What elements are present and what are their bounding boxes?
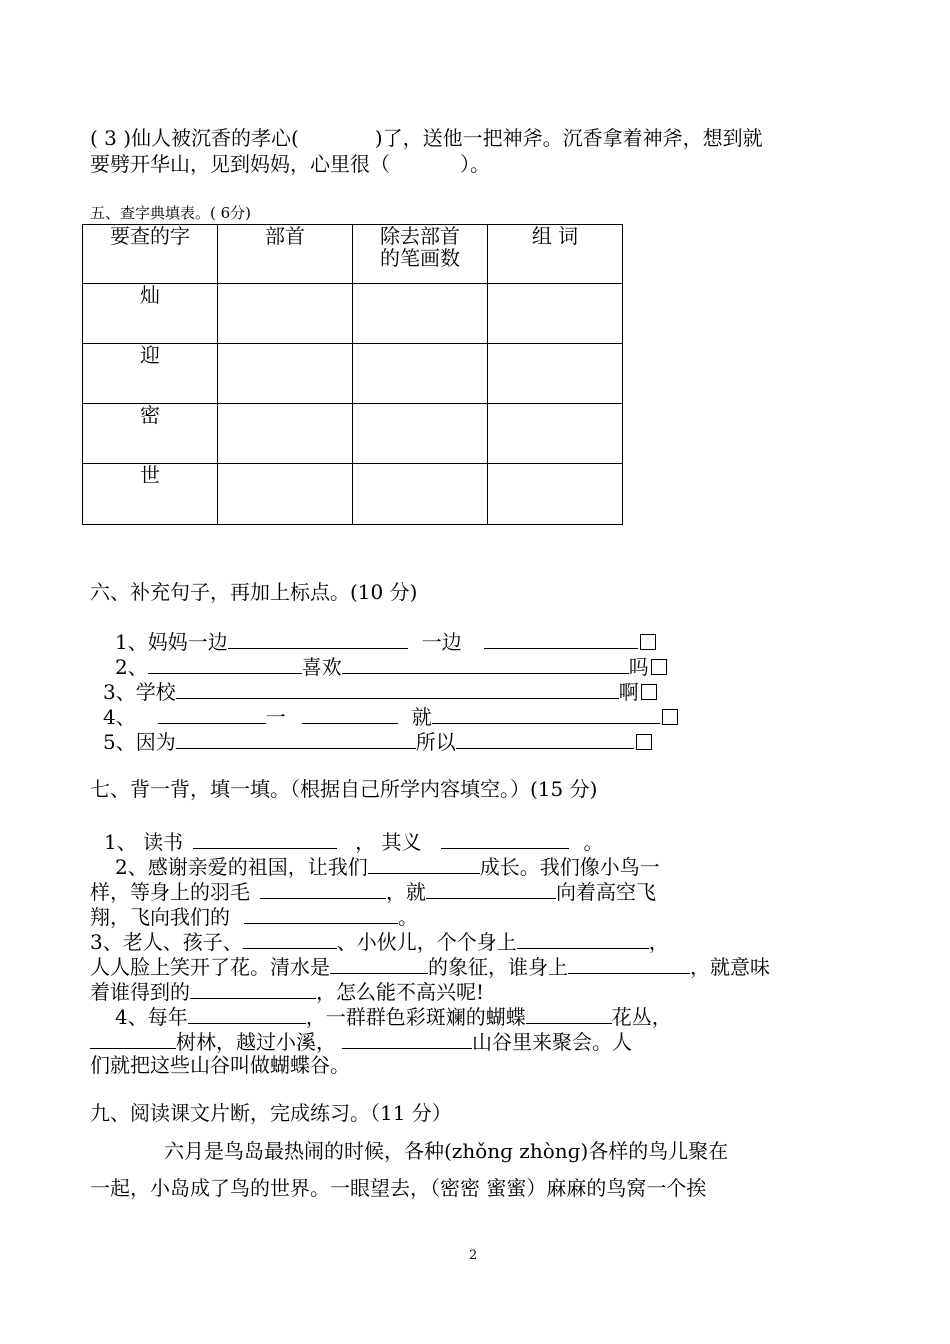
blank[interactable] [260,878,386,899]
table-header-row [83,225,623,284]
q3-line-1 [90,126,763,150]
s7-line-8: 4、每年 ，一群群色彩斑斓的蝴蝶 花丛， [115,1005,672,1029]
stroke-cell[interactable] [353,344,488,404]
table-row [83,284,623,344]
s7-line-1: 1、 读书 ， 其义 。 [104,830,604,854]
blank[interactable] [426,878,556,899]
blank[interactable] [158,703,266,724]
blank[interactable] [302,703,398,724]
q3-text-d: ）。 [460,152,490,176]
blank[interactable] [244,903,398,924]
punctuation-box[interactable] [662,709,678,725]
q3-text-c: 要劈开华山，见到妈妈，心里很（ [90,152,390,176]
s6-item-1: 1、妈妈一边 一边 [115,628,656,654]
s9-paragraph-line-2: 一起，小岛成了鸟的世界。一眼望去，（密密 蜜蜜）麻麻的鸟窝一个挨 [90,1176,707,1200]
blank[interactable] [148,653,302,674]
page-number: 2 [469,1248,478,1263]
s7-line-6: 人人脸上笑开了花。清水是 的象征，谁身上 ，就意味 [90,955,770,979]
s7-line-4: 翔，飞向我们的 。 [90,905,418,929]
q3-text-b: )了，送他一把神斧。沉香拿着神斧，想到就 [374,126,763,150]
s7-line-9: 树林，越过小溪， 山谷里来聚会。人 [90,1028,632,1054]
blank[interactable] [441,828,569,849]
header-stroke-count: 除去部首 的笔画数 [353,225,488,284]
q3-line-2 [90,152,490,176]
radical-cell[interactable] [218,404,353,464]
punctuation-box[interactable] [640,634,656,650]
word-cell[interactable] [488,344,623,404]
blank[interactable] [190,978,316,999]
blank[interactable] [228,628,408,649]
section-5-heading: 五、查字典填表。( 6分) [90,204,252,222]
s7-line-10: 们就把这些山谷叫做蝴蝶谷。 [90,1053,350,1077]
blank[interactable] [176,728,416,749]
s6-item-3: 3、学校 啊 [103,678,657,704]
dictionary-table [82,224,623,525]
section-9-heading: 九、阅读课文片断，完成练习。（11 分） [90,1101,452,1125]
stroke-cell[interactable] [353,404,488,464]
s7-line-2: 2、感谢亲爱的祖国，让我们 成长。我们像小鸟一 [115,855,660,879]
blank[interactable] [568,953,690,974]
stroke-cell[interactable] [353,464,488,525]
section-6-heading: 六、补充句子，再加上标点。(10 分) [90,580,418,604]
header-radical: 部首 [218,225,353,284]
blank[interactable] [484,628,638,649]
char-cell: 密 [83,404,218,464]
table-row [83,344,623,404]
s9-paragraph-line-1: 六月是鸟岛最热闹的时候，各种(zhǒnɡ zhònɡ)各样的鸟儿聚在 [164,1139,729,1163]
char-cell: 迎 [83,344,218,404]
blank[interactable] [90,1028,176,1049]
blank[interactable] [517,928,649,949]
word-cell[interactable] [488,404,623,464]
punctuation-box[interactable] [636,734,652,750]
punctuation-box[interactable] [651,659,667,675]
blank[interactable] [456,728,634,749]
blank[interactable] [243,928,337,949]
blank[interactable] [193,828,337,849]
blank[interactable] [368,853,480,874]
char-cell: 世 [83,464,218,525]
blank[interactable] [432,703,660,724]
blank[interactable] [330,953,428,974]
word-cell[interactable] [488,464,623,525]
blank[interactable] [526,1003,612,1024]
blank[interactable] [188,1003,306,1024]
radical-cell[interactable] [218,344,353,404]
s6-item-4: 4、 一 就 [103,703,678,729]
s6-item-2: 2、 喜欢 吗 [115,653,667,679]
punctuation-box[interactable] [641,684,657,700]
word-cell[interactable] [488,284,623,344]
header-char: 要查的字 [83,225,218,284]
s7-line-3: 样，等身上的羽毛 ，就 向着高空飞 [90,880,656,904]
q3-text-a: ( 3 )仙人被沉香的孝心( [90,126,299,150]
header-word: 组 词 [488,225,623,284]
radical-cell[interactable] [218,284,353,344]
stroke-cell[interactable] [353,284,488,344]
s6-item-5: 5、因为 所以 [103,728,652,754]
blank[interactable] [176,678,619,699]
blank[interactable] [342,1028,472,1049]
blank[interactable] [342,653,629,674]
s7-line-7: 着谁得到的 ，怎么能不高兴呢! [90,980,485,1004]
char-cell: 灿 [83,284,218,344]
table-row [83,464,623,525]
table-row [83,404,623,464]
radical-cell[interactable] [218,464,353,525]
section-7-heading: 七、背一背，填一填。（根据自己所学内容填空。）(15 分) [90,777,598,801]
s7-line-5: 3、老人、孩子、 、小伙儿，个个身上 ， [90,930,669,954]
